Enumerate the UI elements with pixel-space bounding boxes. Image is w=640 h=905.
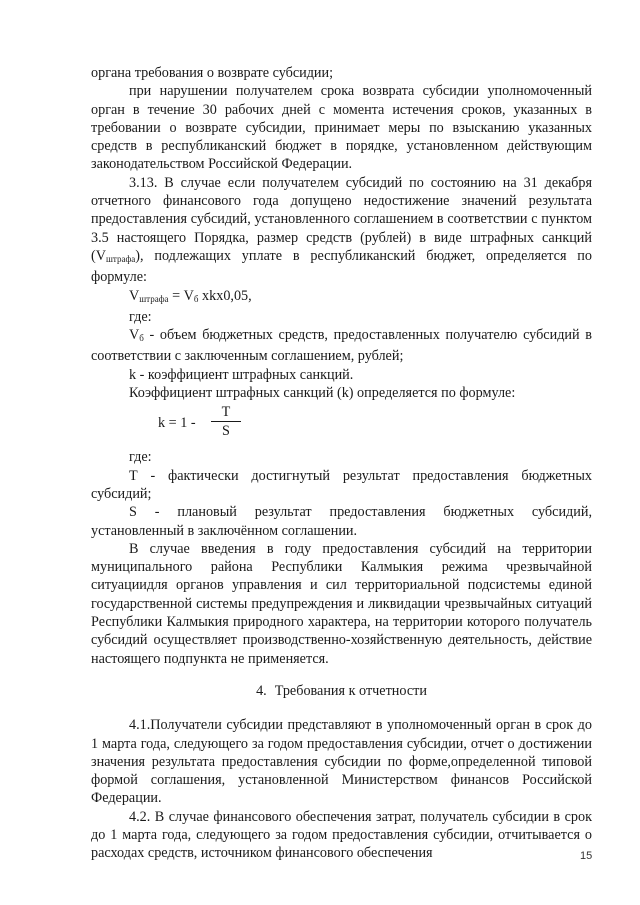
definition-k: k - коэффициент штрафных санкций. [129,366,354,383]
paragraph-3-13 [91,174,592,287]
formula-v-sub: штрафа [139,293,169,304]
paragraph-emergency: В случае введения в году предоставления субсидий на территории муниципального района Республики Калмыкия режима чрезвычайной ситуациидля органов управления и сил территориальной подсистемы единой государственной системы предупреждения и ликвидации чрезвычайных ситуаций Республики Калмыкия природного характера, на территории которого получатель субсидий осуществляет производственно-хозяйственную деятельность, действие настоящего подпункта не применяется. [91,540,592,667]
paragraph-3-13-end: ), подлежащих уплате в республиканский бюджет, определяется по формуле: [91,247,592,286]
formula-v: V [129,287,140,304]
section-heading [91,682,592,700]
coefficient-intro: Коэффициент штрафных санкций (k) определяется по формуле: [129,385,516,402]
definition-t: Т - фактически достигнутый результат предоставления бюджетных субсидий; [91,467,592,502]
fraction-numerator: T [221,404,231,421]
definition-vb [91,326,592,366]
formula-coefficient-lhs: k = 1 - [158,415,196,432]
document-body [91,64,592,863]
where-label-1: где: [129,308,152,325]
definition-vb-text: - объем бюджетных средств, предоставленных получателю субсидий в соответствии с заключенным соглашением, рублей; [91,327,592,365]
paragraph-4-1: 4.1.Получатели субсидии представляют в уполномоченный орган в срок до 1 марта года, следующего за годом предоставления субсидии, отчет о достижении значения результата предоставления субсидии по форме,определенной типовой формой соглашения, установленной Министерством финансов Российской Федерации. [91,717,592,807]
definition-vb-symbol: V [129,327,140,344]
formula-eq: = V [168,287,194,304]
paragraph-violation: при нарушении получателем срока возврата субсидии уполномоченный орган в течение 30 рабочих дней с момента истечения сроков, указанных в требовании о возврате субсидии, принимает меры по взысканию указанных средств в республиканский бюджет в порядке, установленном действующим законодательством Российской Федерации. [91,83,592,173]
section-heading-text: Требования к отчетности [274,682,427,699]
paragraph-4-2: 4.2. В случае финансового обеспечения затрат, получатель субсидии в срок до 1 марта года, следующего за годом предоставления субсидии, отчитывается о расходах средств, источником финансового обеспечения [91,808,592,862]
formula-vb-sub: б [193,293,199,304]
formula-penalty [91,287,592,308]
subscript-shtrafa: штрафа [105,253,136,264]
section-heading-number: 4. [256,682,267,699]
formula-coefficient [91,404,592,446]
page-number: 15 [580,850,593,862]
definition-vb-sub: б [139,333,144,344]
definition-s: S - плановый результат предоставления бюджетных субсидий, установленный в заключённом соглашении. [91,504,592,539]
paragraph-intro: органа требования о возврате субсидии; [91,65,334,81]
formula-tail: xkx0,05, [198,287,252,304]
fraction-bar [211,421,241,422]
paragraph-3-13-text: 3.13. В случае если получателем субсидий по состоянию на 31 декабря отчетного финансового года допущено недостижение значений результата предоставления субсидий, установленного соглашением в соответствии с пунктом 3.5 настоящего Порядка, размер средств (рублей) в виде штрафных санкций (V [91,174,592,264]
where-label-2: где: [129,449,152,466]
fraction-denominator: S [222,423,230,440]
formula-fraction [211,404,241,439]
